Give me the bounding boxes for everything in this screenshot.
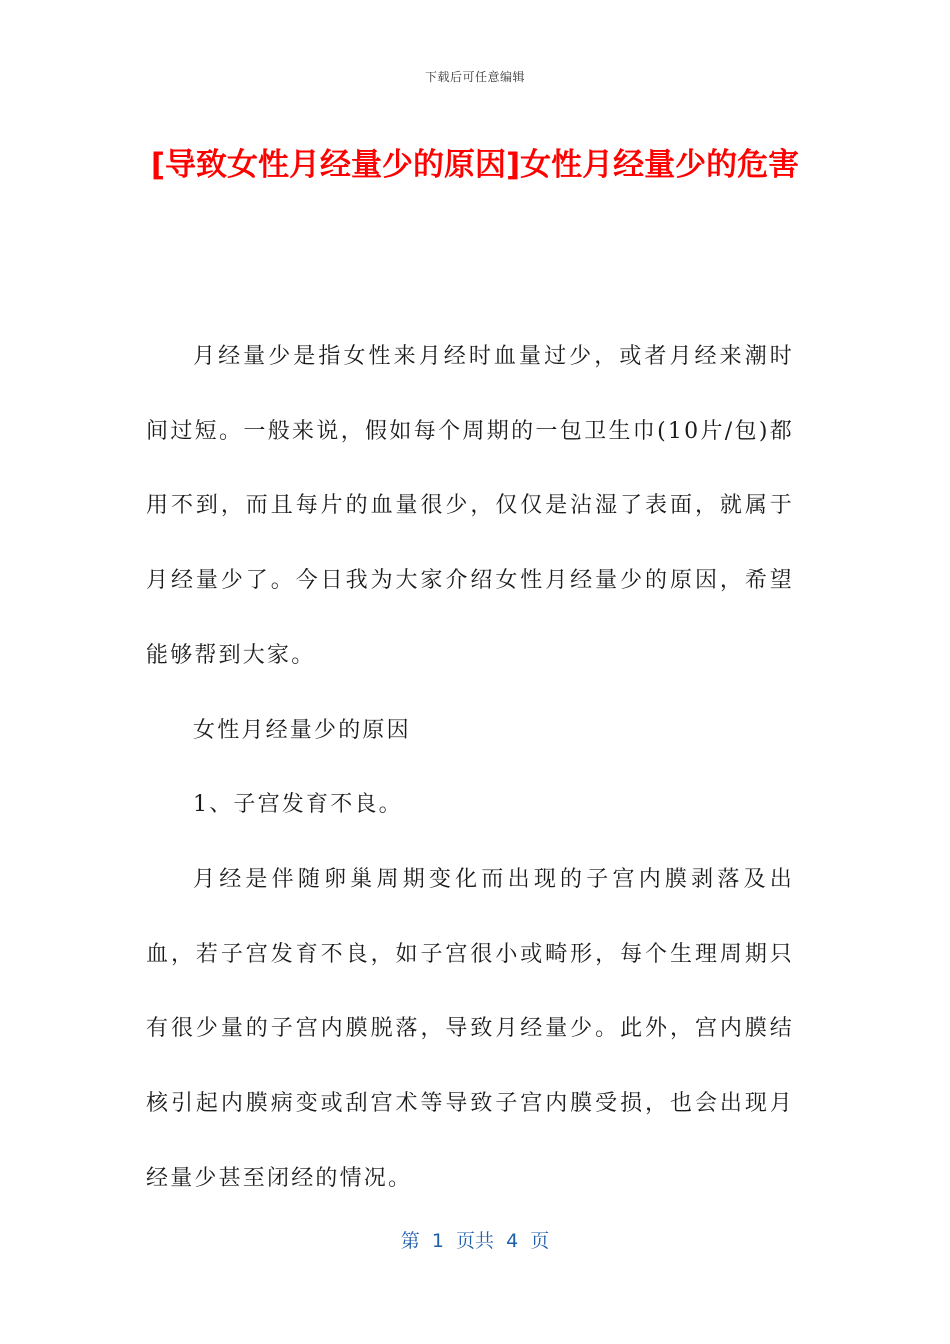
body-paragraph: 月经是伴随卵巢周期变化而出现的子宫内膜剥落及出血，若子宫发育不良，如子宫很小或畸形，每个生理周期只有很少量的子宫内膜脱落，导致月经量少。此外，宫内膜结核引起内膜病变或刮宫术等导致子宫内膜受损，也会出现月经量少甚至闭经的情况。 xyxy=(146,866,794,1191)
page-number-footer: 第 1 页共 4 页 xyxy=(400,1230,550,1252)
intro-paragraph: 月经量少是指女性来月经时血量过少，或者月经来潮时间过短。一般来说，假如每个周期的一包卫生巾(10片/包)都用不到，而且每片的血量很少，仅仅是沾湿了表面，就属于月经量少了。今日我为大家介绍女性月经量少的原因，希望能够帮到大家。 xyxy=(146,344,794,668)
download-edit-note: 下载后可任意编辑 xyxy=(424,70,525,84)
document-title: [导致女性月经量少的原因]女性月经量少的危害 xyxy=(150,147,800,183)
section-heading: 女性月经量少的原因 xyxy=(193,717,411,743)
document-body xyxy=(146,320,794,1216)
subsection-heading: 1、子宫发育不良。 xyxy=(193,792,403,818)
